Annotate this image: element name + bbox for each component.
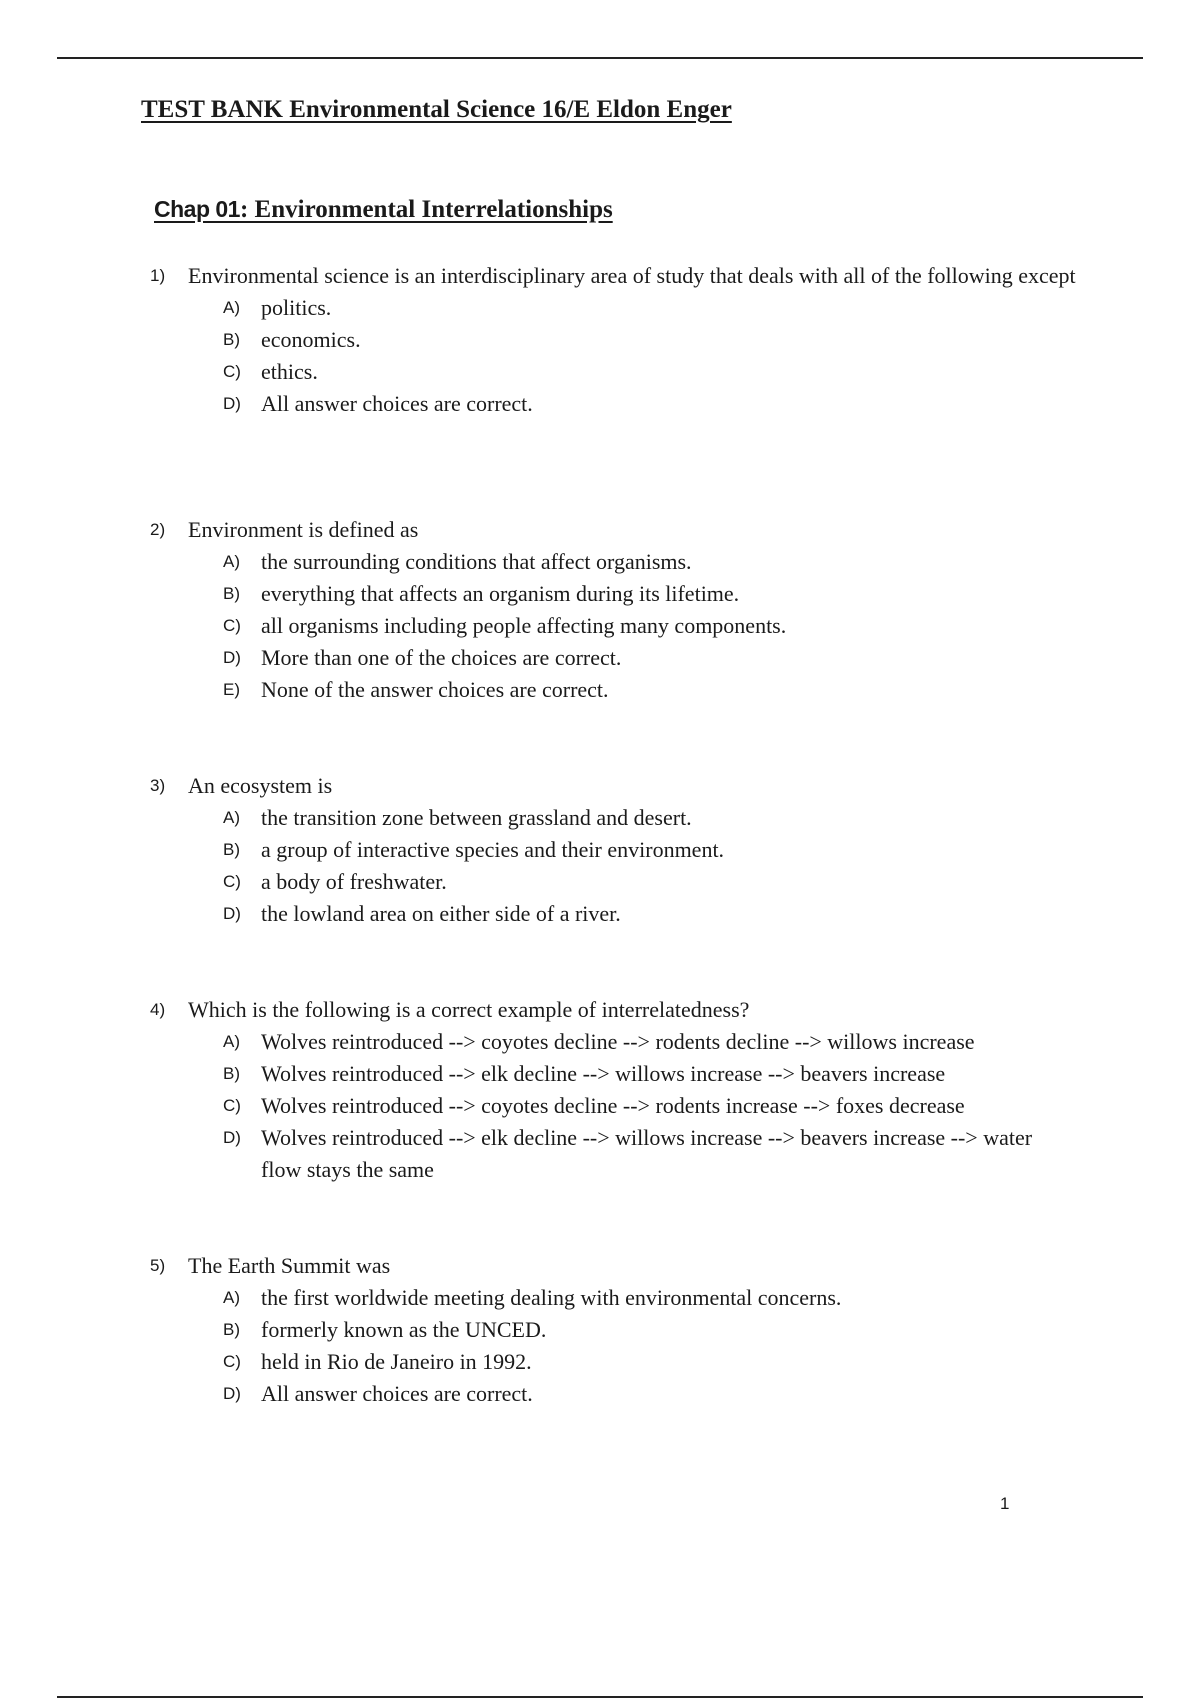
question-text: Environment is defined as <box>188 517 419 542</box>
question-number: 1) <box>150 266 166 285</box>
answer-options <box>150 1026 1110 1186</box>
option-text: Wolves reintroduced --> coyotes decline --> rodents increase --> foxes decrease <box>261 1093 965 1118</box>
option-text: the surrounding conditions that affect organisms. <box>261 549 692 574</box>
option-text: Wolves reintroduced --> elk decline --> willows increase --> beavers increase --> water flow stays the same <box>261 1125 1033 1182</box>
option-letter: C) <box>223 1096 241 1115</box>
question-2 <box>150 514 1110 706</box>
answer-options <box>150 802 1110 930</box>
option-text: Wolves reintroduced --> coyotes decline --> rodents decline --> willows increase <box>261 1029 975 1054</box>
option-letter: B) <box>223 840 240 859</box>
question-text: An ecosystem is <box>188 773 333 798</box>
option-letter: A) <box>223 808 240 827</box>
answer-option <box>223 1378 1110 1410</box>
option-text: Wolves reintroduced --> elk decline --> willows increase --> beavers increase <box>261 1061 946 1086</box>
answer-option <box>223 834 1110 866</box>
chapter-name: : Environmental Interrelationships <box>239 196 613 223</box>
page-number: 1 <box>1000 1494 1010 1513</box>
option-letter: E) <box>223 680 240 699</box>
answer-option <box>223 642 1110 674</box>
option-letter: B) <box>223 1320 240 1339</box>
option-letter: D) <box>223 904 241 923</box>
chapter-prefix: Chap 01 <box>154 196 240 222</box>
question-3 <box>150 770 1110 930</box>
question-text: Which is the following is a correct example of interrelatedness? <box>188 997 750 1022</box>
option-letter: A) <box>223 1032 240 1051</box>
option-text: All answer choices are correct. <box>261 1381 533 1406</box>
option-text: a body of freshwater. <box>261 869 447 894</box>
question-text: The Earth Summit was <box>188 1253 391 1278</box>
top-rule <box>57 57 1143 59</box>
option-letter: B) <box>223 330 240 349</box>
answer-option <box>223 610 1110 642</box>
option-text: More than one of the choices are correct. <box>261 645 622 670</box>
option-letter: C) <box>223 616 241 635</box>
option-text: everything that affects an organism during its lifetime. <box>261 581 740 606</box>
option-text: the lowland area on either side of a river. <box>261 901 621 926</box>
answer-option <box>223 292 1110 324</box>
answer-option <box>223 1090 1110 1122</box>
option-letter: C) <box>223 362 241 381</box>
option-text: a group of interactive species and their environment. <box>261 837 725 862</box>
option-text: economics. <box>261 327 361 352</box>
question-number: 2) <box>150 520 166 539</box>
option-letter: A) <box>223 298 240 317</box>
question-number: 5) <box>150 1256 166 1275</box>
answer-option <box>223 546 1110 578</box>
option-letter: A) <box>223 1288 240 1307</box>
option-letter: B) <box>223 584 240 603</box>
chapter-title <box>154 196 613 224</box>
option-text: formerly known as the UNCED. <box>261 1317 547 1342</box>
option-text: the transition zone between grassland and desert. <box>261 805 692 830</box>
answer-option <box>223 388 1110 420</box>
option-letter: C) <box>223 872 241 891</box>
question-text: Environmental science is an interdisciplinary area of study that deals with all of the following except <box>188 263 1076 288</box>
option-text: politics. <box>261 295 332 320</box>
answer-option <box>223 1314 1110 1346</box>
answer-option <box>223 1122 1110 1186</box>
question-1 <box>150 260 1110 420</box>
option-letter: D) <box>223 394 241 413</box>
question-5 <box>150 1250 1110 1410</box>
option-letter: B) <box>223 1064 240 1083</box>
option-text: All answer choices are correct. <box>261 391 533 416</box>
answer-option <box>223 866 1110 898</box>
answer-option <box>223 578 1110 610</box>
option-letter: D) <box>223 648 241 667</box>
option-text: held in Rio de Janeiro in 1992. <box>261 1349 532 1374</box>
option-text: all organisms including people affecting many components. <box>261 613 787 638</box>
option-letter: D) <box>223 1384 241 1403</box>
answer-option <box>223 802 1110 834</box>
answer-options <box>150 292 1110 420</box>
answer-option <box>223 674 1110 706</box>
option-letter: D) <box>223 1128 241 1147</box>
answer-option <box>223 1282 1110 1314</box>
answer-option <box>223 1026 1110 1058</box>
question-4 <box>150 994 1110 1186</box>
answer-option <box>223 898 1110 930</box>
question-number: 3) <box>150 776 166 795</box>
option-letter: A) <box>223 552 240 571</box>
option-text: the first worldwide meeting dealing with environmental concerns. <box>261 1285 842 1310</box>
option-letter: C) <box>223 1352 241 1371</box>
answer-option <box>223 356 1110 388</box>
option-text: None of the answer choices are correct. <box>261 677 609 702</box>
answer-options <box>150 546 1110 706</box>
document-title: TEST BANK Environmental Science 16/E Eldon Enger <box>141 96 732 123</box>
answer-option <box>223 1058 1110 1090</box>
bottom-rule <box>57 1696 1143 1698</box>
option-text: ethics. <box>261 359 318 384</box>
answer-option <box>223 324 1110 356</box>
question-number: 4) <box>150 1000 166 1019</box>
answer-option <box>223 1346 1110 1378</box>
answer-options <box>150 1282 1110 1410</box>
